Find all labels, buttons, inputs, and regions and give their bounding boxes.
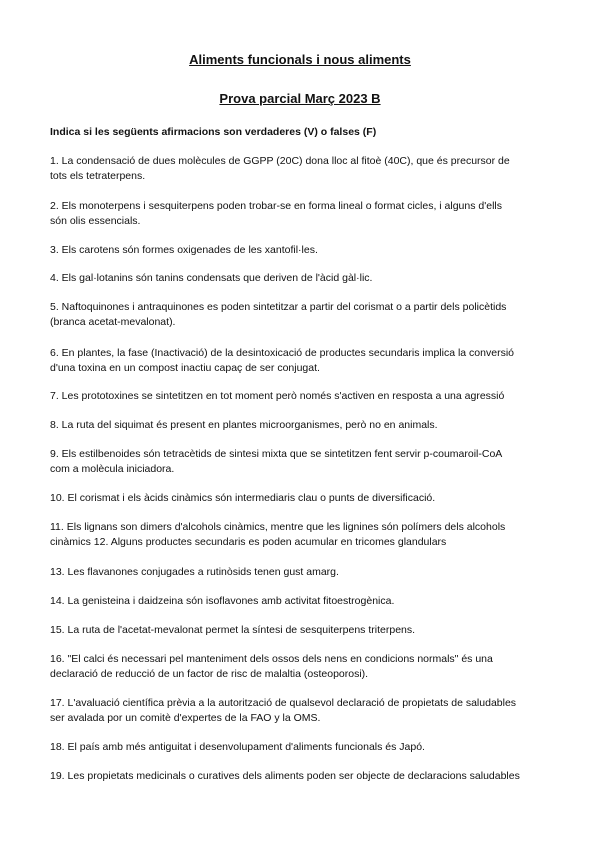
question-item <box>50 300 550 330</box>
question-line: 15. La ruta de l'acetat-mevalonat permet la síntesi de sesquiterpens triterpens. <box>50 624 416 636</box>
question-line: 11. Els lignans son dimers d'alcohols cinàmics, mentre que les lignines són polímers dels alcohols <box>50 521 506 533</box>
question-item <box>50 199 550 229</box>
question-item <box>50 769 550 784</box>
question-line: són olis essencials. <box>50 215 141 227</box>
question-item <box>50 243 550 258</box>
question-line: 7. Les prototoxines se sintetitzen en tot moment però només s'activen en resposta a una agressió <box>50 390 505 402</box>
question-line: 3. Els carotens són formes oxigenades de les xantofil·les. <box>50 244 318 256</box>
question-line: 10. El corismat i els àcids cinàmics són intermediaris clau o punts de diversificació. <box>50 492 436 504</box>
question-item <box>50 652 550 682</box>
question-line: 6. En plantes, la fase (Inactivació) de la desintoxicació de productes secundaris implica la conversió <box>50 347 514 359</box>
question-item <box>50 740 550 755</box>
question-item <box>50 696 550 726</box>
question-line: 13. Les flavanones conjugades a rutinòsids tenen gust amarg. <box>50 566 339 578</box>
question-line: cinàmics 12. Alguns productes secundaris es poden acumular en tricomes glandulars <box>50 536 447 548</box>
question-line: 19. Les propietats medicinals o curatives dels aliments poden ser objecte de declaracions saludables <box>50 770 520 782</box>
document-subtitle: Prova parcial Març 2023 B <box>219 91 381 106</box>
question-item <box>50 154 550 184</box>
question-line: 4. Els gal·lotanins són tanins condensats que deriven de l'àcid gàl·lic. <box>50 272 373 284</box>
question-line: 17. L'avaluació científica prèvia a la autorització de qualsevol declaració de propietats de saludables <box>50 697 517 709</box>
question-item <box>50 346 550 376</box>
question-item <box>50 565 550 580</box>
question-item <box>50 594 550 609</box>
question-line: 14. La genisteina i daidzeina són isoflavones amb activitat fitoestrogènica. <box>50 595 395 607</box>
question-line: ser avalada por un comitè d'expertes de la FAO y la OMS. <box>50 712 321 724</box>
question-line: 16. "El calci és necessari pel manteniment dels ossos dels nens en condicions normals" és una <box>50 653 493 665</box>
question-line: 18. El país amb més antiguitat i desenvolupament d'aliments funcionals és Japó. <box>50 741 425 753</box>
instructions: Indica si les següents afirmacions son verdaderes (V) o falses (F) <box>50 126 377 138</box>
question-line: declaració de reducció de un factor de risc de malaltia (osteoporosi). <box>50 668 369 680</box>
question-item <box>50 491 550 506</box>
question-line: com a molècula iniciadora. <box>50 463 175 475</box>
question-item <box>50 447 550 477</box>
question-line: 5. Naftoquinones i antraquinones es poden sintetitzar a partir del corismat o a partir dels policètids <box>50 301 507 313</box>
question-line: 1. La condensació de dues molècules de GGPP (20C) dona lloc al fitoè (40C), que és precursor de <box>50 155 510 167</box>
question-line: 9. Els estilbenoides són tetracètids de sintesi mixta que se sintetitzen fent servir p-coumaroil-CoA <box>50 448 503 460</box>
question-line: tots els tetraterpens. <box>50 170 146 182</box>
question-item <box>50 418 550 433</box>
question-item <box>50 520 550 550</box>
question-line: 2. Els monoterpens i sesquiterpens poden trobar-se en forma lineal o format cicles, i alguns d'ells <box>50 200 502 212</box>
question-item <box>50 623 550 638</box>
question-item <box>50 271 550 286</box>
question-line: d'una toxina en un compost inactiu capaç de ser conjugat. <box>50 362 320 374</box>
question-line: (branca acetat-mevalonat). <box>50 316 176 328</box>
question-item <box>50 389 550 404</box>
question-line: 8. La ruta del siquimat és present en plantes microorganismes, però no en animals. <box>50 419 438 431</box>
document-title: Aliments funcionals i nous aliments <box>189 52 411 67</box>
